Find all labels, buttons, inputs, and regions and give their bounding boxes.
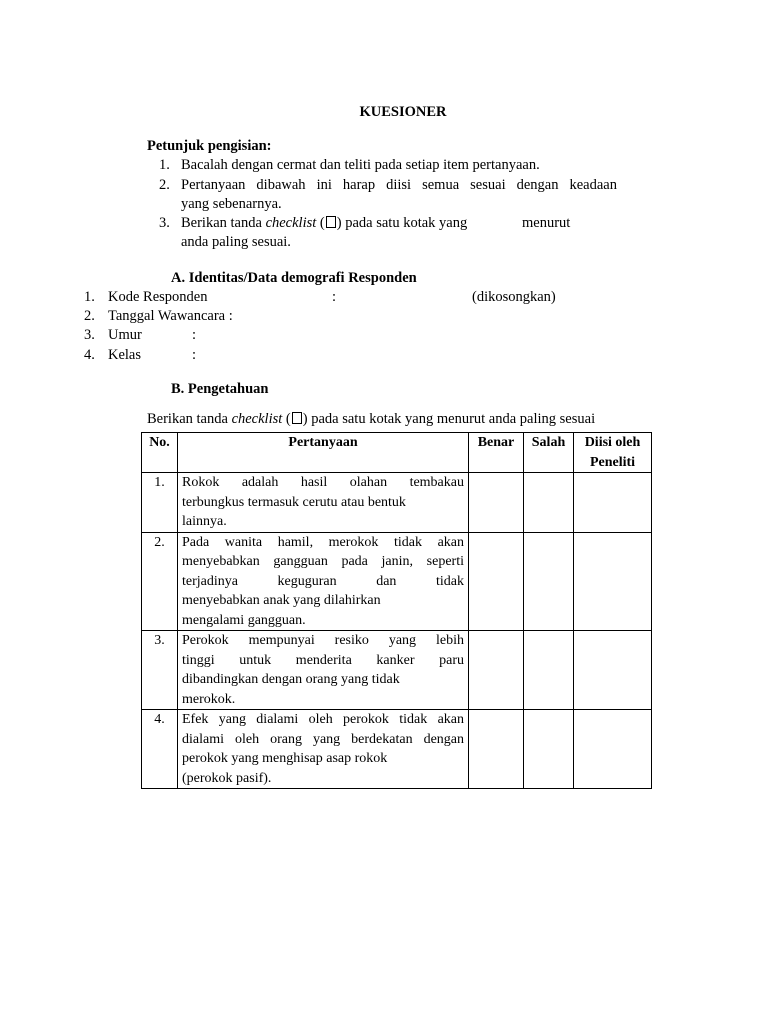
field-number: 1.	[84, 289, 95, 305]
instruction-text-continued: yang sebenarnya.	[181, 196, 282, 212]
question-line: perokok yang menghisap asap rokok	[182, 751, 388, 766]
instruction-text-word: menurut	[522, 215, 571, 231]
answer-cell-benar[interactable]	[469, 710, 524, 789]
instruction-text-continued: anda paling sesuai.	[181, 234, 291, 250]
instruction-text: Berikan tanda checklist ( ) pada satu kotak yang	[181, 215, 468, 231]
question-line: menyebabkan anak yang dilahirkan	[182, 593, 381, 608]
question-line: merokok.	[182, 691, 236, 707]
question-line: dibandingkan dengan orang yang tidak	[182, 672, 400, 687]
question-line: tinggi untuk menderita kanker paru	[182, 652, 464, 668]
table-row	[142, 710, 652, 789]
instruction-number: 3.	[159, 215, 170, 231]
checkbox-glyph-icon	[326, 216, 336, 228]
question-line: Efek yang dialami oleh perokok tidak akan	[182, 712, 464, 727]
table-row	[142, 631, 652, 710]
field-label-kode-responden: Kode Responden	[108, 289, 208, 305]
answer-cell-salah[interactable]	[524, 710, 574, 789]
question-line: (perokok pasif).	[182, 770, 272, 786]
field-label-umur: Umur	[108, 327, 142, 343]
question-text	[178, 631, 469, 710]
field-colon: :	[332, 289, 337, 305]
instruction-text: Pertanyaan dibawah ini harap diisi semua sesuai dengan keadaan	[181, 177, 617, 193]
question-line: lainnya.	[182, 514, 227, 529]
field-colon: :	[192, 327, 197, 343]
question-line: terjadinya keguguran dan tidak	[182, 573, 464, 589]
researcher-cell[interactable]	[574, 473, 652, 533]
question-line: Pada wanita hamil, merokok tidak akan	[182, 534, 464, 550]
row-number: 3.	[142, 631, 178, 710]
column-header-peneliti-line: Peneliti	[589, 454, 636, 470]
question-line: Perokok mempunyai resiko yang lebih	[182, 633, 464, 648]
question-line: menyebabkan gangguan pada janin, seperti	[182, 554, 464, 569]
researcher-cell[interactable]	[574, 631, 652, 710]
researcher-cell[interactable]	[574, 532, 652, 631]
field-label-kelas: Kelas	[108, 347, 142, 363]
field-colon: :	[192, 347, 197, 363]
answer-cell-benar[interactable]	[469, 473, 524, 533]
question-text	[178, 473, 469, 533]
column-header-question: Pertanyaan	[178, 433, 469, 473]
question-line: mengalami gangguan.	[182, 612, 306, 628]
instruction-text: Bacalah dengan cermat dan teliti pada setiap item pertanyaan.	[181, 157, 540, 173]
section-a-heading: A. Identitas/Data demografi Responden	[171, 270, 417, 286]
row-number: 1.	[142, 473, 178, 533]
field-number: 4.	[84, 347, 95, 363]
field-number: 2.	[84, 308, 95, 324]
answer-cell-salah[interactable]	[524, 473, 574, 533]
section-b-instruction: Berikan tanda checklist ( ) pada satu kotak yang menurut anda paling sesuai	[147, 411, 596, 427]
column-header-peneliti-line: Diisi oleh	[584, 435, 641, 450]
answer-cell-benar[interactable]	[469, 631, 524, 710]
question-line: dialami oleh orang yang berdekatan dengan	[182, 731, 464, 747]
field-label-tanggal-wawancara: Tanggal Wawancara :	[108, 308, 233, 324]
column-header-benar: Benar	[469, 433, 524, 473]
question-line: terbungkus termasuk cerutu atau bentuk	[182, 494, 406, 510]
table-header-row	[142, 433, 652, 473]
question-text	[178, 710, 469, 789]
instruction-number: 2.	[159, 177, 170, 193]
field-note: (dikosongkan)	[472, 289, 556, 305]
instructions-heading: Petunjuk pengisian:	[147, 138, 272, 154]
field-number: 3.	[84, 327, 95, 343]
column-header-salah: Salah	[524, 433, 574, 473]
answer-cell-benar[interactable]	[469, 532, 524, 631]
question-line: Rokok adalah hasil olahan tembakau	[182, 475, 464, 490]
researcher-cell[interactable]	[574, 710, 652, 789]
column-header-peneliti	[574, 433, 652, 473]
checkbox-glyph-icon	[292, 412, 302, 424]
answer-cell-salah[interactable]	[524, 532, 574, 631]
table-row	[142, 473, 652, 533]
instruction-number: 1.	[159, 157, 170, 173]
table-row	[142, 532, 652, 631]
section-b-heading: B. Pengetahuan	[171, 381, 269, 397]
row-number: 2.	[142, 532, 178, 631]
questionnaire-table	[141, 432, 652, 789]
page-title: KUESIONER	[359, 104, 447, 120]
column-header-no: No.	[142, 433, 178, 473]
answer-cell-salah[interactable]	[524, 631, 574, 710]
question-text	[178, 532, 469, 631]
row-number: 4.	[142, 710, 178, 789]
